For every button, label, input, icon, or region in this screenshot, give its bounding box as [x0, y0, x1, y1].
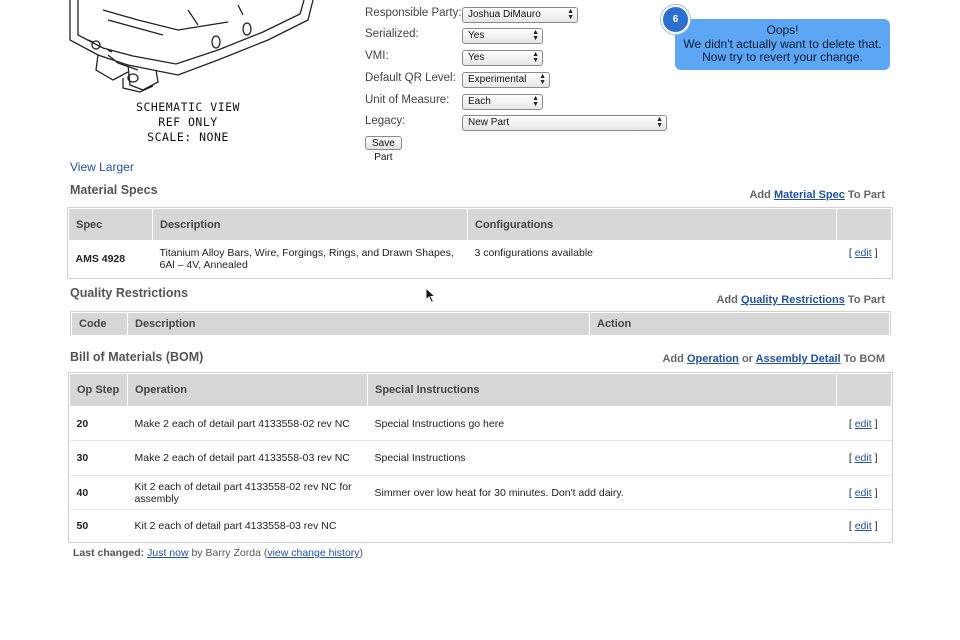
- bom-table: [68, 372, 893, 543]
- table-row: [70, 407, 892, 441]
- add-material-spec-link[interactable]: Material Spec: [773, 189, 845, 201]
- last-changed-label: Last changed:: [73, 547, 145, 559]
- qr-level-label: Default QR Level:: [365, 72, 456, 84]
- edit-link[interactable]: edit: [854, 417, 872, 430]
- responsible-party-value: Joshua DiMauro: [468, 9, 541, 20]
- select-arrows-icon: ▲ ▼: [539, 73, 546, 86]
- add-bom-action: [662, 353, 885, 365]
- column-header: [837, 209, 892, 241]
- last-changed-time-link[interactable]: Just now: [147, 547, 189, 559]
- operation-cell: Kit 2 each of detail part 4133558-02 rev NC for assembly: [128, 476, 368, 510]
- action-or: or: [741, 353, 753, 365]
- legacy-value: New Part: [468, 117, 510, 128]
- schematic-caption: [128, 100, 248, 145]
- edit-link[interactable]: edit: [854, 452, 872, 464]
- op-step-cell: 40: [70, 476, 128, 510]
- step-number-badge: 6: [661, 5, 690, 34]
- material-specs-table: [67, 207, 893, 279]
- unit-of-measure-select[interactable]: [462, 94, 543, 110]
- edit-cell: [ edit ]: [837, 476, 892, 510]
- column-header: Operation: [128, 374, 368, 407]
- table-header-row: [72, 313, 890, 336]
- responsible-party-label: Responsible Party:: [365, 7, 462, 19]
- column-header: Description: [153, 209, 468, 241]
- serialized-label: Serialized:: [365, 28, 419, 40]
- action-prefix: Add: [716, 294, 738, 306]
- special-instructions-cell: Special Instructions go here: [368, 407, 837, 441]
- quality-restrictions-title: Quality Restrictions: [70, 286, 189, 300]
- unit-of-measure-label: Unit of Measure:: [365, 94, 450, 106]
- edit-cell: [ edit ]: [837, 441, 892, 476]
- schematic-caption-line: SCHEMATIC VIEW: [136, 100, 240, 114]
- column-header: Special Instructions: [368, 374, 837, 407]
- callout-line: We didn't actually want to delete that.: [683, 36, 882, 51]
- select-arrows-icon: ▲ ▼: [532, 95, 539, 108]
- qr-level-select[interactable]: [462, 72, 550, 88]
- action-suffix: To Part: [847, 294, 885, 306]
- add-material-spec-action: [749, 189, 885, 201]
- qr-level-value: Experimental: [468, 74, 527, 85]
- view-larger-link[interactable]: View Larger: [70, 160, 134, 174]
- edit-cell: [ edit ]: [837, 510, 892, 542]
- callout-title: Oops!: [766, 23, 799, 37]
- bom-title: Bill of Materials (BOM): [70, 350, 204, 364]
- column-header: Code: [72, 313, 128, 336]
- table-header-row: [70, 374, 892, 407]
- column-header: Spec: [69, 209, 153, 241]
- select-arrows-icon: ▲ ▼: [567, 8, 574, 21]
- save-part-button[interactable]: Save Part: [365, 136, 402, 150]
- action-prefix: Add: [749, 189, 771, 201]
- op-step-cell: 30: [70, 441, 128, 476]
- closing-paren: ): [359, 547, 364, 559]
- last-changed-by: by Barry Zorda (: [191, 547, 268, 559]
- vmi-label: VMI:: [365, 50, 389, 62]
- configurations-cell: 3 configurations available: [468, 241, 837, 277]
- mouse-cursor-icon: [425, 287, 437, 304]
- description-cell: Titanium Alloy Bars, Wire, Forgings, Rings, and Drawn Shapes, 6Al – 4V, Annealed: [153, 241, 468, 277]
- edit-link[interactable]: edit: [854, 519, 872, 532]
- column-header: [837, 374, 892, 407]
- operation-cell: Make 2 each of detail part 4133558-03 rev NC: [128, 441, 368, 476]
- legacy-select[interactable]: [462, 115, 667, 131]
- tutorial-callout: [675, 19, 890, 70]
- action-suffix: To BOM: [843, 353, 885, 365]
- material-specs-title: Material Specs: [70, 183, 158, 197]
- column-header: Op Step: [70, 374, 128, 407]
- select-arrows-icon: ▲ ▼: [532, 51, 539, 64]
- unit-of-measure-value: Each: [468, 96, 491, 107]
- table-row: [70, 510, 892, 542]
- special-instructions-cell: [368, 510, 837, 542]
- column-header: Description: [128, 313, 590, 336]
- schematic-caption-line: REF ONLY: [158, 115, 218, 129]
- op-step-cell: 50: [70, 510, 128, 542]
- spec-cell: AMS 4928: [69, 241, 153, 277]
- responsible-party-select[interactable]: [462, 7, 578, 23]
- quality-restrictions-table: [70, 311, 891, 336]
- vmi-select[interactable]: [462, 50, 543, 66]
- special-instructions-cell: Special Instructions: [368, 441, 837, 476]
- schematic-caption-line: SCALE: NONE: [147, 130, 229, 144]
- special-instructions-cell: Simmer over low heat for 30 minutes. Don't add dairy.: [368, 476, 837, 510]
- edit-link[interactable]: edit: [854, 247, 872, 259]
- edit-cell: [ edit ]: [837, 407, 892, 441]
- serialized-select[interactable]: [462, 28, 543, 44]
- table-row: [70, 441, 892, 476]
- select-arrows-icon: ▲ ▼: [656, 116, 663, 129]
- legacy-label: Legacy:: [365, 115, 406, 127]
- op-step-cell: 20: [70, 407, 128, 441]
- add-quality-restrictions-action: [716, 294, 885, 306]
- operation-cell: Kit 2 each of detail part 4133558-03 rev NC: [128, 510, 368, 542]
- table-row: [70, 476, 892, 510]
- edit-link[interactable]: edit: [854, 486, 872, 499]
- table-header-row: [69, 209, 892, 241]
- select-arrows-icon: ▲ ▼: [532, 29, 539, 42]
- table-row: [69, 241, 892, 277]
- column-header: Configurations: [468, 209, 837, 241]
- column-header: Action: [590, 313, 890, 336]
- action-prefix: Add: [662, 353, 684, 365]
- vmi-value: Yes: [468, 52, 485, 63]
- serialized-value: Yes: [468, 30, 485, 41]
- callout-line: Now try to revert your change.: [702, 50, 863, 64]
- add-operation-link[interactable]: Operation: [686, 353, 739, 365]
- operation-cell: Make 2 each of detail part 4133558-02 rev NC: [128, 407, 368, 441]
- last-changed-info: [73, 547, 363, 559]
- action-suffix: To Part: [847, 189, 885, 201]
- view-change-history-link[interactable]: view change history: [267, 547, 360, 559]
- edit-cell: [ edit ]: [837, 241, 892, 277]
- add-assembly-detail-link[interactable]: Assembly Detail: [755, 353, 841, 365]
- add-quality-restrictions-link[interactable]: Quality Restrictions: [740, 294, 845, 306]
